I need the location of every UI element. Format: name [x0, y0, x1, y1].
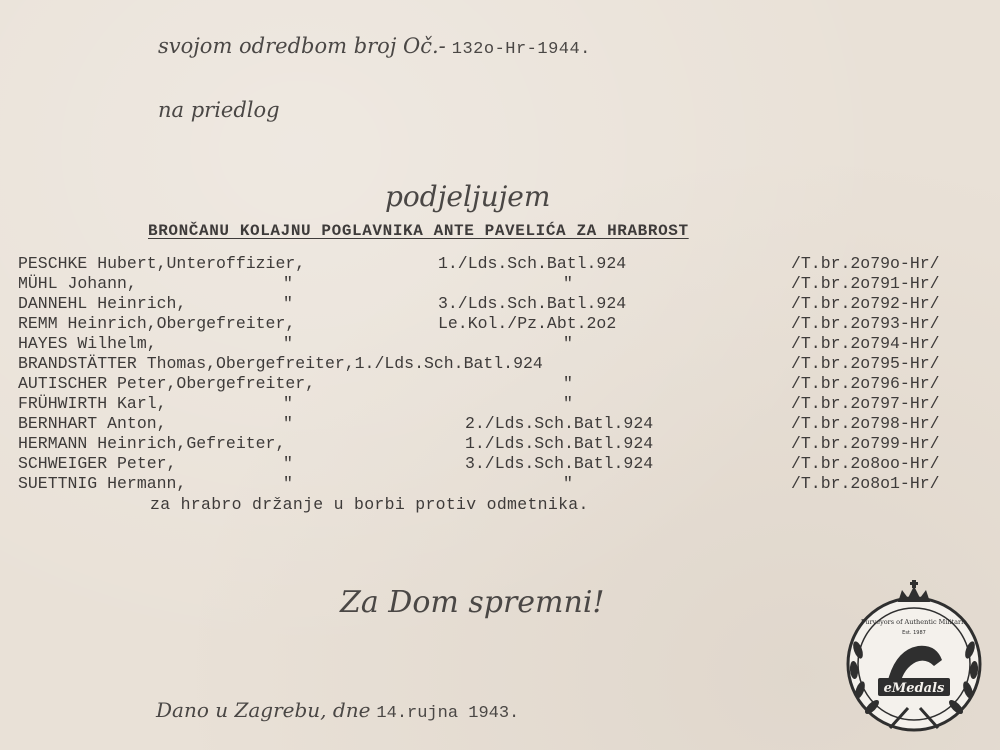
roster-row [18, 334, 988, 354]
medal-title: BRONČANU KOLAJNU POGLAVNIKA ANTE PAVELIĆA ZA HRABROST [148, 222, 689, 240]
reference-number: /T.br.2o797-Hr/ [791, 394, 940, 413]
ditto-mark: " [283, 274, 293, 293]
decree-prefix: svojom odredbom broj Oč.- [158, 34, 446, 58]
roster-row [18, 414, 988, 434]
reference-number: /T.br.2o796-Hr/ [791, 374, 940, 393]
reference-number: /T.br.2o792-Hr/ [791, 294, 940, 313]
recipient-name: HAYES Wilhelm, [18, 334, 157, 353]
recipient-unit: 1./Lds.Sch.Batl.924 [465, 434, 654, 453]
award-verb: podjeljujem [385, 180, 551, 213]
proposal-line: na priedlog [158, 98, 280, 122]
roster-row [18, 254, 988, 274]
reference-number: /T.br.2o8oo-Hr/ [791, 454, 940, 473]
recipient-name: SCHWEIGER Peter, [18, 454, 177, 473]
reference-number: /T.br.2o793-Hr/ [791, 314, 940, 333]
recipient-name: BRANDSTÄTTER Thomas,Obergefreiter,1./Lds.Sch.Batl.924 [18, 354, 543, 373]
recipient-unit: " [563, 274, 573, 293]
brand-established: Est. 1987 [902, 630, 926, 636]
roster-row [18, 314, 988, 334]
ditto-mark: " [283, 454, 293, 473]
recipient-unit: Le.Kol./Pz.Abt.2o2 [438, 314, 617, 333]
roster-row [18, 434, 988, 454]
crown-icon [898, 580, 930, 602]
recipient-name: HERMANN Heinrich,Gefreiter, [18, 434, 286, 453]
ditto-mark: " [283, 474, 293, 493]
reference-number: /T.br.2o8o1-Hr/ [791, 474, 940, 493]
recipient-unit: " [563, 334, 573, 353]
recipient-unit: 3./Lds.Sch.Batl.924 [438, 294, 627, 313]
brand-name: eMedals [883, 681, 945, 696]
recipient-name: MÜHL Johann, [18, 274, 137, 293]
recipient-name: BERNHART Anton, [18, 414, 167, 433]
reference-number: /T.br.2o799-Hr/ [791, 434, 940, 453]
recipient-name: PESCHKE Hubert,Unteroffizier, [18, 254, 306, 273]
decree-line [158, 34, 591, 59]
recipient-name: FRÜHWIRTH Karl, [18, 394, 167, 413]
roster-row [18, 294, 988, 314]
reference-number: /T.br.2o798-Hr/ [791, 414, 940, 433]
reference-number: /T.br.2o791-Hr/ [791, 274, 940, 293]
recipient-unit: " [563, 374, 573, 393]
ditto-mark: " [283, 394, 293, 413]
roster-row [18, 354, 988, 374]
roster-row [18, 274, 988, 294]
recipient-name: DANNEHL Heinrich, [18, 294, 187, 313]
reference-number: /T.br.2o79o-Hr/ [791, 254, 940, 273]
roster-row [18, 454, 988, 474]
roster-row [18, 394, 988, 414]
recipient-unit: 3./Lds.Sch.Batl.924 [465, 454, 654, 473]
reference-number: /T.br.2o795-Hr/ [791, 354, 940, 373]
roster-row [18, 474, 988, 494]
ditto-mark: " [283, 334, 293, 353]
reference-number: /T.br.2o794-Hr/ [791, 334, 940, 353]
roster-row [18, 374, 988, 394]
ditto-mark: " [283, 294, 293, 313]
recipient-unit: " [563, 474, 573, 493]
given-prefix: Dano u Zagrebu, dne [156, 698, 371, 722]
brand-motto: Purveyors of Authentic Militaria [860, 618, 968, 626]
recipient-roster [18, 254, 988, 494]
decree-number: 132o-Hr-1944. [451, 40, 591, 59]
recipient-name: REMM Heinrich,Obergefreiter, [18, 314, 296, 333]
issue-date: 14.rujna 1943. [376, 704, 520, 723]
award-reason: za hrabro držanje u borbi protiv odmetnika. [150, 495, 589, 514]
emedals-watermark-logo [838, 580, 990, 738]
recipient-name: AUTISCHER Peter,Obergefreiter, [18, 374, 316, 393]
recipient-unit: " [563, 394, 573, 413]
recipient-name: SUETTNIG Hermann, [18, 474, 187, 493]
ditto-mark: " [283, 414, 293, 433]
recipient-unit: 2./Lds.Sch.Batl.924 [465, 414, 654, 433]
salute: Za Dom spremni! [340, 585, 605, 620]
recipient-unit: 1./Lds.Sch.Batl.924 [438, 254, 627, 273]
given-line [156, 698, 519, 723]
